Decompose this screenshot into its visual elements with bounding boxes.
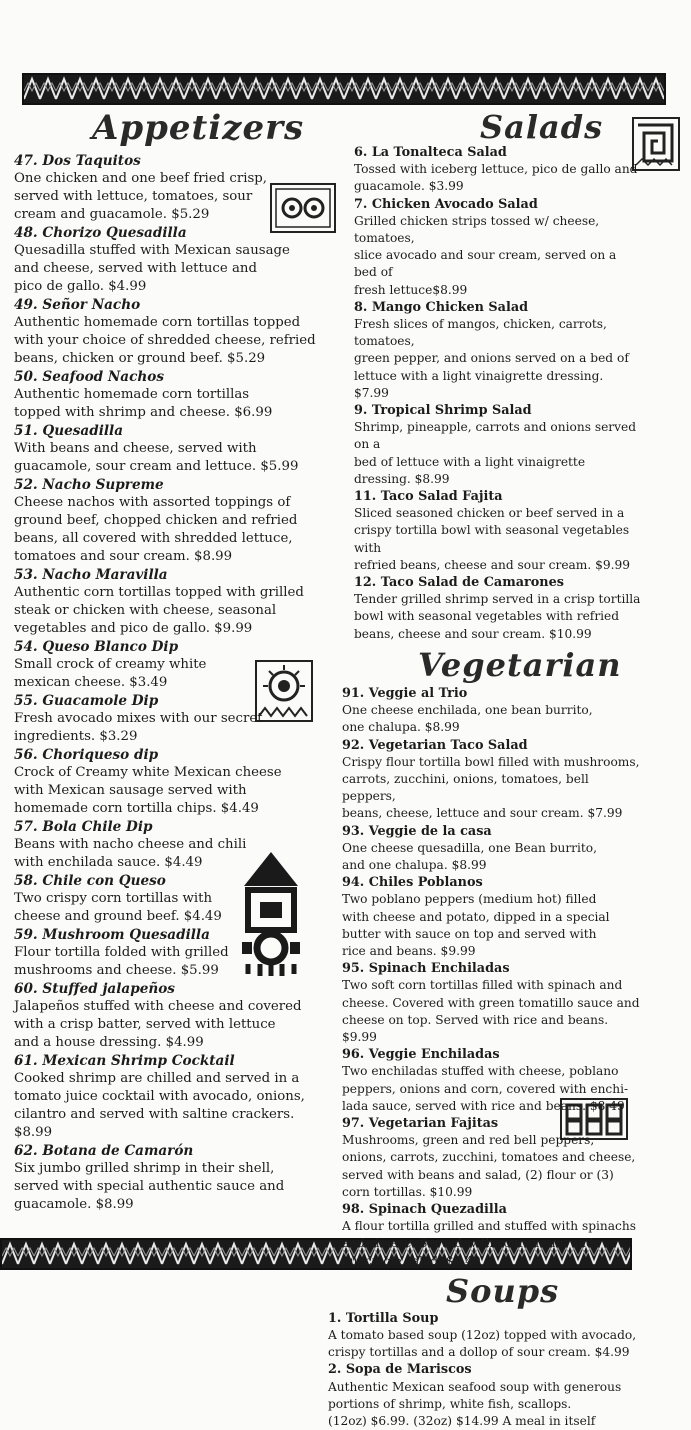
- menu-item: [342, 1201, 642, 1270]
- vegetarian-list: [342, 685, 642, 1270]
- menu-item-title: 51. Quesadilla: [14, 423, 124, 439]
- menu-item-description: Jalapeños stuffed with cheese and covered: [14, 999, 302, 1014]
- menu-item: [354, 574, 642, 643]
- appetizers-heading: Appetizers: [92, 108, 305, 148]
- soups-heading: Soups: [446, 1271, 560, 1310]
- menu-item-description: Fresh avocado mixes with our secret: [14, 711, 263, 726]
- menu-item-description: Sliced seasoned chicken or beef served in a: [354, 506, 625, 521]
- menu-item-description: portions of shrimp, white fish, scallops.: [328, 1396, 572, 1411]
- menu-item-title: 91. Veggie al Trio: [342, 685, 468, 701]
- zigzag-pattern-icon: [24, 75, 664, 103]
- menu-item-title: 12. Taco Salad de Camarones: [354, 575, 564, 591]
- menu-item-description: and cheese. Served with sour cream and: [342, 1236, 594, 1251]
- menu-item-title: 96. Veggie Enchiladas: [342, 1047, 500, 1063]
- menu-item-description: lada sauce, served with rice and beans. $8.49: [342, 1098, 625, 1113]
- menu-item-title: 62. Botana de Camarón: [14, 1143, 194, 1159]
- decorative-border-top: [22, 73, 666, 105]
- menu-item-description: rice and beans. $9.99: [342, 943, 476, 958]
- menu-item-description: With beans and cheese, served with: [14, 441, 257, 456]
- soups-section: [328, 1271, 642, 1430]
- menu-item-description: Six jumbo grilled shrimp in their shell,: [14, 1161, 275, 1176]
- menu-item-description: guacamole. $3.99: [354, 179, 464, 194]
- menu-item-title: 98. Spinach Quezadilla: [342, 1201, 507, 1217]
- menu-item: [342, 1046, 642, 1115]
- soups-list: [328, 1310, 642, 1430]
- menu-item-title: 60. Stuffed jalapeños: [14, 981, 175, 997]
- menu-item-title: 47. Dos Taquitos: [14, 153, 141, 169]
- menu-item-description: Flour tortilla folded with grilled: [14, 945, 229, 960]
- menu-item-description: served with beans and salad, (2) flour or (3): [342, 1167, 614, 1182]
- menu-item-description: Authentic Mexican seafood soup with generous: [328, 1379, 622, 1394]
- menu-item-description: crispy tortillas and a dollop of sour cream. $4.99: [328, 1345, 630, 1360]
- menu-item-title: 2. Sopa de Mariscos: [328, 1362, 472, 1378]
- menu-item-description: Two crispy corn tortillas with: [14, 891, 213, 906]
- menu-item: [342, 960, 642, 1046]
- menu-item-title: 48. Chorizo Quesadilla: [14, 225, 187, 241]
- menu-item-description: vegetables and pico de gallo. $9.99: [14, 621, 253, 636]
- menu-item-description: with cheese and potato, dipped in a special: [342, 909, 610, 924]
- menu-item-title: 61. Mexican Shrimp Cocktail: [14, 1053, 235, 1069]
- menu-item: [14, 296, 332, 368]
- menu-item-title: 93. Veggie de la casa: [342, 823, 492, 839]
- menu-item: [342, 737, 642, 823]
- menu-item-title: 53. Nacho Maravilla: [14, 567, 168, 583]
- menu-item-description: onions, carrots, zucchini, tomatoes and cheese,: [342, 1150, 636, 1165]
- menu-item: [14, 422, 332, 476]
- menu-item: [14, 368, 332, 422]
- menu-item-description: Authentic homemade corn tortillas topped: [14, 315, 301, 330]
- menu-item-description: fresh lettuce$8.99: [354, 282, 468, 297]
- menu-item-description: beans, cheese and sour cream. $10.99: [354, 626, 592, 641]
- menu-item-description: Cooked shrimp are chilled and served in a: [14, 1071, 300, 1086]
- menu-item-description: Fresh slices of mangos, chicken, carrots, tomatoes,: [354, 317, 607, 349]
- menu-item-description: Cheese nachos with assorted toppings of: [14, 495, 291, 510]
- menu-item-description: refried beans, cheese and sour cream. $9.99: [354, 557, 630, 572]
- menu-item-description: Crock of Creamy white Mexican cheese: [14, 765, 282, 780]
- menu-item-description: and one chalupa. $8.99: [342, 857, 487, 872]
- menu-item-description: corn tortillas. $10.99: [342, 1184, 473, 1199]
- menu-item-title: 8. Mango Chicken Salad: [354, 299, 529, 315]
- menu-item: [14, 926, 332, 980]
- menu-item-title: 1. Tortilla Soup: [328, 1310, 439, 1326]
- menu-item: [354, 488, 642, 574]
- menu-item-description: cream and guacamole. $5.29: [14, 207, 210, 222]
- menu-item-title: 92. Vegetarian Taco Salad: [342, 737, 528, 753]
- vegetarian-section: [342, 645, 642, 1270]
- menu-item-description: with your choice of shredded cheese, refried: [14, 333, 316, 348]
- menu-item-title: 97. Vegetarian Fajitas: [342, 1115, 499, 1131]
- menu-item-title: 58. Chile con Queso: [14, 873, 166, 889]
- menu-item: [14, 818, 332, 872]
- menu-item-description: one chalupa. $8.99: [342, 720, 460, 735]
- menu-item-description: cheese. Covered with green tomatillo sauce and: [342, 995, 640, 1010]
- menu-item: [342, 874, 642, 960]
- menu-item-description: green pepper, and onions served on a bed of: [354, 351, 629, 366]
- menu-item-title: 52. Nacho Supreme: [14, 477, 164, 493]
- menu-item-description: and cheese, served with lettuce and: [14, 261, 257, 276]
- menu-item-description: with a crisp batter, served with lettuce: [14, 1017, 276, 1032]
- menu-item-description: topped with shrimp and cheese. $6.99: [14, 405, 273, 420]
- menu-item-description: Tender grilled shrimp served in a crisp tortilla: [354, 592, 641, 607]
- menu-item-title: 56. Choriqueso dip: [14, 747, 159, 763]
- menu-item-description: (12oz) $6.99. (32oz) $14.99 A meal in itself: [328, 1414, 596, 1429]
- menu-item-description: guacamole. $8.99: [14, 1197, 134, 1212]
- menu-item-description: beans, chicken or ground beef. $5.29: [14, 351, 266, 366]
- menu-item-title: 94. Chiles Poblanos: [342, 875, 483, 891]
- appetizers-section: [14, 108, 332, 1214]
- menu-item-title: 54. Queso Blanco Dip: [14, 639, 179, 655]
- menu-item-description: lettuce with a light vinaigrette dressing. $7.99: [354, 368, 604, 400]
- menu-item: [342, 1115, 642, 1201]
- menu-item-description: Two poblano peppers (medium hot) filled: [342, 892, 597, 907]
- menu-item-title: 50. Seafood Nachos: [14, 369, 164, 385]
- menu-item-description: cheese and ground beef. $4.49: [14, 909, 222, 924]
- menu-item-title: 59. Mushroom Quesadilla: [14, 927, 210, 943]
- menu-item-description: served with lettuce, tomatoes, sour: [14, 189, 253, 204]
- menu-item: [14, 1142, 332, 1214]
- salads-heading: Salads: [480, 108, 604, 146]
- right-column: [328, 108, 642, 1430]
- menu-item-description: slice avocado and sour cream, served on a bed of: [354, 248, 617, 280]
- menu-item: [14, 566, 332, 638]
- menu-item: [354, 196, 642, 299]
- menu-item: [14, 224, 332, 296]
- menu-item-title: 57. Bola Chile Dip: [14, 819, 153, 835]
- menu-item: [14, 692, 332, 746]
- menu-item-description: One cheese quesadilla, one Bean burrito,: [342, 840, 598, 855]
- menu-item-description: Tossed with iceberg lettuce, pico de gallo and: [354, 162, 638, 177]
- menu-item-description: homemade corn tortilla chips. $4.49: [14, 801, 259, 816]
- menu-item-description: Small crock of creamy white: [14, 657, 207, 672]
- menu-item-description: bowl with seasonal vegetables with refried: [354, 609, 620, 624]
- menu-item-description: and a house dressing. $4.99: [14, 1035, 204, 1050]
- menu-item-description: ground beef, chopped chicken and refried: [14, 513, 298, 528]
- menu-item-description: guacmole salad. $9.49: [342, 1253, 481, 1268]
- menu-item-description: A tomato based soup (12oz) topped with avocado,: [328, 1328, 637, 1342]
- appetizers-list: [14, 152, 332, 1214]
- menu-item-description: ingredients. $3.29: [14, 729, 138, 744]
- menu-item-description: beans, cheese, lettuce and sour cream. $7.99: [342, 806, 623, 821]
- menu-item-description: cilantro and served with saltine crackers. $8.99: [14, 1107, 295, 1140]
- salads-section: [342, 110, 642, 643]
- menu-item-description: One cheese enchilada, one bean burrito,: [342, 703, 593, 718]
- menu-item-description: butter with sauce on top and served with: [342, 926, 597, 941]
- menu-item-title: 7. Chicken Avocado Salad: [354, 196, 538, 212]
- menu-item-description: pico de gallo. $4.99: [14, 279, 147, 294]
- menu-item-description: crispy tortilla bowl with seasonal vegetables with: [354, 523, 630, 555]
- menu-item-description: Quesadilla stuffed with Mexican sausage: [14, 243, 290, 258]
- menu-item-description: Crispy flour tortilla bowl filled with mushrooms,: [342, 754, 640, 769]
- menu-item-description: cheese on top. Served with rice and beans. $9.99: [342, 1012, 609, 1044]
- menu-item-description: with Mexican sausage served with: [14, 783, 247, 798]
- menu-item-description: carrots, zucchini, onions, tomatoes, bell peppers,: [342, 771, 589, 804]
- menu-item-title: 11. Taco Salad Fajita: [354, 489, 503, 505]
- menu-item-description: Two soft corn tortillas filled with spinach and: [342, 978, 623, 993]
- menu-item-description: Authentic corn tortillas topped with grilled: [14, 585, 304, 600]
- menu-item-title: 95. Spinach Enchiladas: [342, 961, 510, 977]
- menu-item-description: mushrooms and cheese. $5.99: [14, 963, 219, 978]
- menu-item-description: steak or chicken with cheese, seasonal: [14, 603, 277, 618]
- menu-item: [354, 144, 642, 196]
- menu-item: [354, 299, 642, 402]
- menu-item-description: bed of lettuce with a light vinaigrette dressing. $8.99: [354, 454, 586, 486]
- menu-item-description: beans, all covered with shredded lettuce,: [14, 531, 293, 546]
- menu-item: [14, 1052, 332, 1142]
- vegetarian-heading: Vegetarian: [418, 645, 622, 684]
- menu-item: [342, 685, 642, 737]
- salads-list: [354, 144, 642, 643]
- menu-item: [342, 823, 642, 875]
- menu-item-description: One chicken and one beef fried crisp,: [14, 171, 268, 186]
- menu-item-description: tomato juice cocktail with avocado, onions,: [14, 1089, 305, 1104]
- menu-item-title: 9. Tropical Shrimp Salad: [354, 403, 532, 419]
- menu-item-description: with enchilada sauce. $4.49: [14, 855, 203, 870]
- menu-item-description: Authentic homemade corn tortillas: [14, 387, 250, 402]
- menu-item: [354, 402, 642, 488]
- menu-item-description: mexican cheese. $3.49: [14, 675, 168, 690]
- menu-item: [14, 980, 332, 1052]
- menu-item-description: Grilled chicken strips tossed w/ cheese, tomatoes,: [354, 213, 600, 246]
- menu-item-description: peppers, onions and corn, covered with enchi-: [342, 1081, 629, 1096]
- menu-item-description: tomatoes and sour cream. $8.99: [14, 549, 233, 564]
- menu-item-title: 55. Guacamole Dip: [14, 693, 159, 709]
- menu-item-description: Two enchiladas stuffed with cheese, poblano: [342, 1064, 619, 1079]
- menu-item-description: Shrimp, pineapple, carrots and onions served on a: [354, 420, 637, 452]
- menu-item-description: A flour tortilla grilled and stuffed with spinachs: [342, 1219, 636, 1234]
- menu-item: [14, 872, 332, 926]
- menu-item-description: Beans with nacho cheese and chili: [14, 837, 247, 852]
- menu-item: [328, 1310, 642, 1362]
- menu-item: [14, 638, 332, 692]
- menu-item: [14, 476, 332, 566]
- menu-item: [14, 152, 332, 224]
- menu-item-title: 6. La Tonalteca Salad: [354, 145, 507, 160]
- menu-item-description: Mushrooms, green and red bell peppers,: [342, 1133, 595, 1148]
- menu-item-description: served with special authentic sauce and: [14, 1179, 285, 1194]
- menu-item: [14, 746, 332, 818]
- menu-item-description: guacamole, sour cream and lettuce. $5.99: [14, 459, 299, 474]
- menu-item-title: 49. Señor Nacho: [14, 297, 141, 313]
- menu-item: [328, 1361, 642, 1430]
